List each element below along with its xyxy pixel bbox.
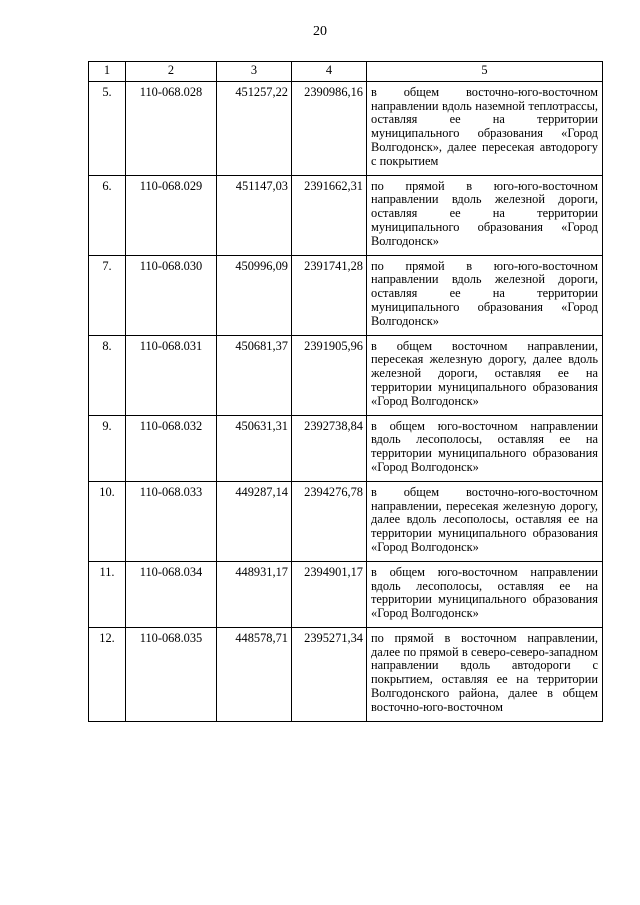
header-cell-5: 5	[367, 62, 603, 82]
y-coordinate-cell: 2390986,16	[292, 81, 367, 175]
x-coordinate-cell: 449287,14	[217, 481, 292, 561]
table-row	[89, 255, 603, 335]
row-number-cell: 6.	[89, 175, 126, 255]
y-coordinate-cell: 2391741,28	[292, 255, 367, 335]
point-code-cell: 110-068.034	[126, 561, 217, 627]
row-number-cell: 7.	[89, 255, 126, 335]
description-cell: в общем восточном направлении, пересекая железную дорогу, далее вдоль железной дороги, оставляя ее на территории муниципального образования «Город Волгодонск»	[367, 335, 603, 415]
y-coordinate-cell: 2394276,78	[292, 481, 367, 561]
header-cell-4: 4	[292, 62, 367, 82]
y-coordinate-cell: 2391662,31	[292, 175, 367, 255]
table-row	[89, 481, 603, 561]
row-number-cell: 12.	[89, 627, 126, 721]
row-number-cell: 8.	[89, 335, 126, 415]
table-row	[89, 561, 603, 627]
point-code-cell: 110-068.031	[126, 335, 217, 415]
description-cell: в общем восточно-юго-восточном направлении вдоль наземной теплотрассы, оставляя ее на территории муниципального образования «Город Волгодонск», далее пересекая автодорогу с покрытием	[367, 81, 603, 175]
point-code-cell: 110-068.032	[126, 415, 217, 481]
table-row	[89, 335, 603, 415]
description-cell: в общем юго-восточном направлении вдоль лесополосы, оставляя ее на территории муниципального образования «Город Волгодонск»	[367, 415, 603, 481]
point-code-cell: 110-068.033	[126, 481, 217, 561]
y-coordinate-cell: 2395271,34	[292, 627, 367, 721]
table-body	[89, 62, 603, 722]
x-coordinate-cell: 451257,22	[217, 81, 292, 175]
header-cell-1: 1	[89, 62, 126, 82]
page-number: 20	[313, 24, 327, 39]
header-cell-3: 3	[217, 62, 292, 82]
point-code-cell: 110-068.028	[126, 81, 217, 175]
point-code-cell: 110-068.035	[126, 627, 217, 721]
table-row	[89, 415, 603, 481]
header-cell-2: 2	[126, 62, 217, 82]
y-coordinate-cell: 2391905,96	[292, 335, 367, 415]
table-row	[89, 627, 603, 721]
x-coordinate-cell: 448578,71	[217, 627, 292, 721]
x-coordinate-cell: 450631,31	[217, 415, 292, 481]
y-coordinate-cell: 2394901,17	[292, 561, 367, 627]
description-cell: в общем юго-восточном направлении вдоль лесополосы, оставляя ее на территории муниципального образования «Город Волгодонск»	[367, 561, 603, 627]
table-header-row	[89, 62, 603, 82]
description-cell: по прямой в юго-юго-восточном направлении вдоль железной дороги, оставляя ее на территории муниципального образования «Город Волгодонск»	[367, 255, 603, 335]
point-code-cell: 110-068.030	[126, 255, 217, 335]
description-cell: в общем восточно-юго-восточном направлении, пересекая железную дорогу, далее вдоль лесополосы, оставляя ее на территории муниципального образования «Город Волгодонск»	[367, 481, 603, 561]
y-coordinate-cell: 2392738,84	[292, 415, 367, 481]
row-number-cell: 5.	[89, 81, 126, 175]
row-number-cell: 9.	[89, 415, 126, 481]
table-row	[89, 81, 603, 175]
boundary-points-table	[88, 61, 603, 722]
row-number-cell: 10.	[89, 481, 126, 561]
point-code-cell: 110-068.029	[126, 175, 217, 255]
x-coordinate-cell: 451147,03	[217, 175, 292, 255]
description-cell: по прямой в юго-юго-восточном направлении вдоль железной дороги, оставляя ее на территории муниципального образования «Город Волгодонск»	[367, 175, 603, 255]
table-row	[89, 175, 603, 255]
x-coordinate-cell: 450681,37	[217, 335, 292, 415]
row-number-cell: 11.	[89, 561, 126, 627]
description-cell: по прямой в восточном направлении, далее по прямой в северо-северо-западном направлении вдоль автодороги с покрытием, оставляя ее на территории Волгодонского района, далее в общем восточно-юго-восточном	[367, 627, 603, 721]
x-coordinate-cell: 448931,17	[217, 561, 292, 627]
x-coordinate-cell: 450996,09	[217, 255, 292, 335]
